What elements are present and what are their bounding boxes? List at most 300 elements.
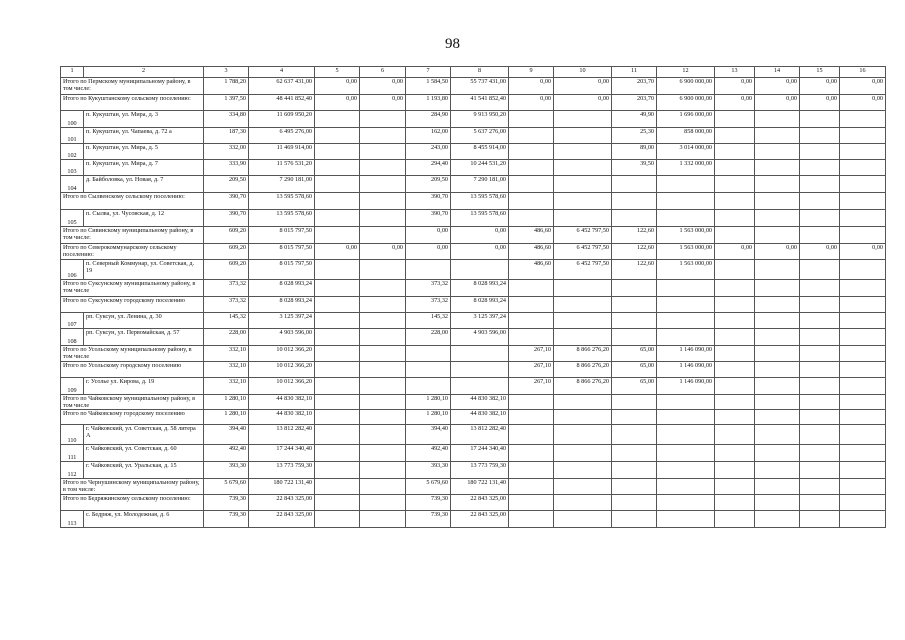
cell-col-12: [657, 280, 715, 297]
cell-col-8: 8 028 993,24: [451, 280, 509, 297]
cell-col-6: [360, 144, 406, 160]
item-row: [61, 128, 886, 144]
cell-col-12: 6 900 000,00: [657, 78, 715, 95]
cell-col-5: [315, 111, 360, 128]
item-row: [61, 144, 886, 160]
cell-col-5: [315, 313, 360, 329]
cell-col-12: [657, 210, 715, 227]
cell-col-13: [715, 280, 755, 297]
cell-col-6: [360, 176, 406, 193]
cell-col-10: 0,00: [554, 78, 612, 95]
cell-col-8: 13 773 759,30: [451, 462, 509, 479]
row-address: д. Байболовка, ул. Новая, д. 7: [84, 176, 204, 193]
cell-col-3: 5 679,60: [204, 479, 249, 495]
cell-col-10: 8 866 276,20: [554, 362, 612, 378]
item-row: [61, 425, 886, 445]
cell-col-15: 0,00: [800, 78, 840, 95]
cell-col-8: 44 830 382,10: [451, 395, 509, 410]
total-row: [61, 244, 886, 260]
cell-col-11: 65,00: [612, 362, 657, 378]
cell-col-15: [800, 511, 840, 528]
row-number: 108: [61, 329, 84, 346]
cell-col-9: [509, 144, 554, 160]
cell-col-9: [509, 111, 554, 128]
cell-col-6: [360, 297, 406, 313]
cell-col-4: 8 028 993,24: [249, 297, 315, 313]
cell-col-7: 739,30: [406, 495, 451, 511]
cell-col-4: 4 903 596,00: [249, 329, 315, 346]
item-row: [61, 313, 886, 329]
cell-col-9: [509, 511, 554, 528]
cell-col-6: [360, 495, 406, 511]
cell-col-4: 11 469 914,00: [249, 144, 315, 160]
cell-col-9: [509, 193, 554, 210]
cell-col-8: [451, 378, 509, 395]
column-number-3: 3: [204, 67, 249, 78]
cell-col-4: 13 595 578,60: [249, 210, 315, 227]
row-number: 102: [61, 144, 84, 160]
cell-col-10: [554, 111, 612, 128]
total-row: [61, 297, 886, 313]
cell-col-14: [755, 160, 800, 176]
cell-col-16: [840, 297, 886, 313]
cell-col-8: 8 028 993,24: [451, 297, 509, 313]
cell-col-12: [657, 511, 715, 528]
cell-col-12: 1 563 000,00: [657, 227, 715, 244]
row-name: Итого по Сивинскому муниципальному району, в том числе:: [61, 227, 204, 244]
cell-col-13: [715, 346, 755, 362]
cell-col-7: 1 280,10: [406, 410, 451, 425]
cell-col-6: [360, 445, 406, 462]
cell-col-4: 8 028 993,24: [249, 280, 315, 297]
cell-col-9: [509, 329, 554, 346]
column-number-12: 12: [657, 67, 715, 78]
cell-col-10: 8 866 276,20: [554, 378, 612, 395]
cell-col-6: [360, 128, 406, 144]
cell-col-9: [509, 313, 554, 329]
cell-col-14: [755, 144, 800, 160]
cell-col-7: 1 193,80: [406, 95, 451, 111]
cell-col-11: [612, 395, 657, 410]
total-row: [61, 346, 886, 362]
cell-col-6: [360, 479, 406, 495]
row-name: Итого по Усольскому городскому поселению: [61, 362, 204, 378]
cell-col-12: 3 014 000,00: [657, 144, 715, 160]
cell-col-15: [800, 425, 840, 445]
cell-col-14: [755, 410, 800, 425]
cell-col-13: [715, 160, 755, 176]
row-address: г. Чайковский, ул. Уральская, д. 15: [84, 462, 204, 479]
cell-col-4: 17 244 340,40: [249, 445, 315, 462]
column-number-2: 2: [84, 67, 204, 78]
data-table: [60, 66, 886, 528]
cell-col-8: 13 812 282,40: [451, 425, 509, 445]
cell-col-11: 203,70: [612, 95, 657, 111]
cell-col-13: 0,00: [715, 244, 755, 260]
cell-col-13: [715, 227, 755, 244]
cell-col-14: [755, 313, 800, 329]
cell-col-6: [360, 329, 406, 346]
cell-col-9: [509, 128, 554, 144]
cell-col-16: 0,00: [840, 78, 886, 95]
cell-col-5: [315, 210, 360, 227]
cell-col-11: 49,90: [612, 111, 657, 128]
row-name: Итого по Кукуштанскому сельскому поселению:: [61, 95, 204, 111]
cell-col-3: 333,90: [204, 160, 249, 176]
cell-col-4: 10 012 366,20: [249, 346, 315, 362]
cell-col-6: [360, 280, 406, 297]
cell-col-3: 739,30: [204, 511, 249, 528]
row-name: Итого по Бедряжинскому сельскому поселению:: [61, 495, 204, 511]
cell-col-9: [509, 176, 554, 193]
cell-col-16: [840, 313, 886, 329]
cell-col-16: [840, 425, 886, 445]
cell-col-12: [657, 425, 715, 445]
cell-col-14: 0,00: [755, 95, 800, 111]
cell-col-12: [657, 313, 715, 329]
row-address: рп. Суксун, ул. Ленина, д. 30: [84, 313, 204, 329]
cell-col-13: [715, 395, 755, 410]
cell-col-10: [554, 395, 612, 410]
cell-col-4: 11 609 950,20: [249, 111, 315, 128]
cell-col-9: 267,10: [509, 378, 554, 395]
cell-col-15: [800, 445, 840, 462]
cell-col-13: [715, 313, 755, 329]
row-number: 101: [61, 128, 84, 144]
cell-col-16: [840, 445, 886, 462]
cell-col-13: [715, 111, 755, 128]
cell-col-16: [840, 511, 886, 528]
cell-col-10: [554, 193, 612, 210]
cell-col-13: [715, 495, 755, 511]
cell-col-13: [715, 445, 755, 462]
cell-col-6: [360, 111, 406, 128]
column-number-1: 1: [61, 67, 84, 78]
cell-col-7: 243,00: [406, 144, 451, 160]
cell-col-15: 0,00: [800, 244, 840, 260]
row-name: Итого по Суксунскому городскому поселению: [61, 297, 204, 313]
cell-col-3: 393,30: [204, 462, 249, 479]
cell-col-15: [800, 260, 840, 280]
cell-col-5: [315, 144, 360, 160]
cell-col-14: [755, 346, 800, 362]
page-number: 98: [445, 36, 460, 52]
cell-col-7: 373,32: [406, 297, 451, 313]
cell-col-12: [657, 176, 715, 193]
cell-col-5: [315, 280, 360, 297]
cell-col-14: [755, 128, 800, 144]
cell-col-16: [840, 378, 886, 395]
cell-col-14: [755, 378, 800, 395]
cell-col-8: 44 830 382,10: [451, 410, 509, 425]
cell-col-3: 373,32: [204, 297, 249, 313]
cell-col-8: 0,00: [451, 244, 509, 260]
row-address: с. Бедряж, ул. Молодежная, д. 6: [84, 511, 204, 528]
cell-col-15: [800, 111, 840, 128]
row-address: п. Кукуштан, ул. Мира, д. 7: [84, 160, 204, 176]
cell-col-4: 44 830 382,10: [249, 395, 315, 410]
total-row: [61, 78, 886, 95]
cell-col-9: [509, 297, 554, 313]
cell-col-3: 609,20: [204, 260, 249, 280]
cell-col-16: [840, 260, 886, 280]
cell-col-11: 89,00: [612, 144, 657, 160]
cell-col-14: [755, 462, 800, 479]
cell-col-10: [554, 479, 612, 495]
cell-col-14: [755, 395, 800, 410]
cell-col-16: [840, 410, 886, 425]
cell-col-7: 1 280,10: [406, 395, 451, 410]
cell-col-12: [657, 462, 715, 479]
cell-col-14: [755, 193, 800, 210]
cell-col-16: [840, 227, 886, 244]
cell-col-15: 0,00: [800, 95, 840, 111]
cell-col-10: 6 452 797,50: [554, 244, 612, 260]
item-row: [61, 176, 886, 193]
cell-col-7: 373,32: [406, 280, 451, 297]
cell-col-3: 332,10: [204, 362, 249, 378]
cell-col-15: [800, 280, 840, 297]
cell-col-14: [755, 176, 800, 193]
column-number-7: 7: [406, 67, 451, 78]
cell-col-12: [657, 410, 715, 425]
cell-col-3: 373,32: [204, 280, 249, 297]
cell-col-5: [315, 479, 360, 495]
cell-col-5: [315, 462, 360, 479]
cell-col-3: 145,32: [204, 313, 249, 329]
cell-col-7: 390,70: [406, 193, 451, 210]
cell-col-8: 13 595 578,60: [451, 193, 509, 210]
cell-col-11: 203,70: [612, 78, 657, 95]
cell-col-7: 284,90: [406, 111, 451, 128]
row-address: п. Кукуштан, ул. Мира, д. 5: [84, 144, 204, 160]
cell-col-3: 187,30: [204, 128, 249, 144]
cell-col-14: [755, 297, 800, 313]
cell-col-15: [800, 176, 840, 193]
cell-col-9: [509, 462, 554, 479]
cell-col-12: 1 563 000,00: [657, 260, 715, 280]
cell-col-9: [509, 280, 554, 297]
cell-col-15: [800, 313, 840, 329]
item-row: [61, 160, 886, 176]
cell-col-11: [612, 410, 657, 425]
cell-col-13: [715, 297, 755, 313]
cell-col-12: 1 332 000,00: [657, 160, 715, 176]
cell-col-3: 492,40: [204, 445, 249, 462]
cell-col-3: 609,20: [204, 227, 249, 244]
item-row: [61, 511, 886, 528]
cell-col-4: 180 722 131,40: [249, 479, 315, 495]
cell-col-14: [755, 210, 800, 227]
cell-col-4: 11 576 531,20: [249, 160, 315, 176]
cell-col-11: [612, 210, 657, 227]
cell-col-15: [800, 346, 840, 362]
cell-col-14: 0,00: [755, 244, 800, 260]
cell-col-12: [657, 479, 715, 495]
cell-col-12: 1 146 090,00: [657, 362, 715, 378]
column-number-16: 16: [840, 67, 886, 78]
cell-col-9: 267,10: [509, 362, 554, 378]
cell-col-5: [315, 329, 360, 346]
cell-col-6: [360, 346, 406, 362]
cell-col-11: [612, 176, 657, 193]
cell-col-4: 8 015 797,50: [249, 227, 315, 244]
cell-col-5: [315, 395, 360, 410]
cell-col-14: [755, 479, 800, 495]
cell-col-9: 486,60: [509, 244, 554, 260]
row-number: 103: [61, 160, 84, 176]
cell-col-8: 3 125 397,24: [451, 313, 509, 329]
cell-col-4: 22 843 325,00: [249, 511, 315, 528]
item-row: [61, 462, 886, 479]
cell-col-11: [612, 193, 657, 210]
cell-col-5: 0,00: [315, 244, 360, 260]
cell-col-16: [840, 395, 886, 410]
cell-col-10: [554, 176, 612, 193]
cell-col-10: [554, 425, 612, 445]
cell-col-10: [554, 313, 612, 329]
cell-col-13: [715, 176, 755, 193]
cell-col-13: [715, 144, 755, 160]
cell-col-7: 145,32: [406, 313, 451, 329]
cell-col-9: [509, 479, 554, 495]
cell-col-10: [554, 297, 612, 313]
cell-col-5: 0,00: [315, 78, 360, 95]
cell-col-7: 5 679,60: [406, 479, 451, 495]
cell-col-13: [715, 378, 755, 395]
cell-col-12: 1 563 000,00: [657, 244, 715, 260]
cell-col-7: 162,00: [406, 128, 451, 144]
row-number: 105: [61, 210, 84, 227]
cell-col-11: 39,50: [612, 160, 657, 176]
cell-col-13: [715, 193, 755, 210]
cell-col-8: 17 244 340,40: [451, 445, 509, 462]
row-address: рп. Суксун, ул. Первомайская, д. 57: [84, 329, 204, 346]
cell-col-8: 5 637 276,00: [451, 128, 509, 144]
cell-col-4: 44 830 382,10: [249, 410, 315, 425]
cell-col-5: [315, 445, 360, 462]
cell-col-8: 13 595 578,60: [451, 210, 509, 227]
cell-col-6: [360, 425, 406, 445]
cell-col-9: [509, 395, 554, 410]
cell-col-15: [800, 462, 840, 479]
cell-col-16: [840, 128, 886, 144]
cell-col-9: 0,00: [509, 78, 554, 95]
cell-col-5: [315, 297, 360, 313]
cell-col-4: 7 290 181,00: [249, 176, 315, 193]
row-number: 109: [61, 378, 84, 395]
cell-col-3: 390,70: [204, 193, 249, 210]
cell-col-4: 48 441 852,40: [249, 95, 315, 111]
cell-col-16: [840, 210, 886, 227]
cell-col-10: [554, 329, 612, 346]
cell-col-10: 8 866 276,20: [554, 346, 612, 362]
cell-col-3: 332,10: [204, 378, 249, 395]
cell-col-11: 122,60: [612, 244, 657, 260]
cell-col-11: [612, 479, 657, 495]
cell-col-9: [509, 445, 554, 462]
cell-col-7: [406, 260, 451, 280]
cell-col-14: [755, 329, 800, 346]
cell-col-3: 334,80: [204, 111, 249, 128]
column-number-13: 13: [715, 67, 755, 78]
cell-col-12: [657, 395, 715, 410]
cell-col-6: [360, 160, 406, 176]
cell-col-15: [800, 329, 840, 346]
row-name: Итого по Сылвенскому сельскому поселению:: [61, 193, 204, 210]
cell-col-5: [315, 227, 360, 244]
cell-col-6: [360, 193, 406, 210]
cell-col-6: [360, 210, 406, 227]
cell-col-12: 1 696 000,00: [657, 111, 715, 128]
cell-col-16: [840, 280, 886, 297]
cell-col-11: [612, 445, 657, 462]
cell-col-4: 13 595 578,60: [249, 193, 315, 210]
cell-col-11: [612, 280, 657, 297]
cell-col-5: 0,00: [315, 95, 360, 111]
item-row: [61, 210, 886, 227]
cell-col-16: 0,00: [840, 95, 886, 111]
item-row: [61, 445, 886, 462]
total-row: [61, 227, 886, 244]
cell-col-3: 228,00: [204, 329, 249, 346]
total-row: [61, 280, 886, 297]
cell-col-3: 609,20: [204, 244, 249, 260]
cell-col-15: [800, 210, 840, 227]
cell-col-9: 486,60: [509, 260, 554, 280]
cell-col-13: [715, 511, 755, 528]
cell-col-10: 6 452 797,50: [554, 227, 612, 244]
row-number: 107: [61, 313, 84, 329]
cell-col-12: 1 146 090,00: [657, 346, 715, 362]
cell-col-10: [554, 160, 612, 176]
cell-col-15: [800, 160, 840, 176]
cell-col-9: [509, 410, 554, 425]
cell-col-7: 294,40: [406, 160, 451, 176]
cell-col-12: [657, 329, 715, 346]
row-name: Итого по Чернушинскому муниципальному району, в том числе:: [61, 479, 204, 495]
cell-col-7: [406, 362, 451, 378]
total-row: [61, 362, 886, 378]
cell-col-11: [612, 329, 657, 346]
cell-col-7: 739,30: [406, 511, 451, 528]
item-row: [61, 260, 886, 280]
cell-col-8: 22 843 325,00: [451, 511, 509, 528]
cell-col-8: 10 244 531,20: [451, 160, 509, 176]
row-address: п. Кукуштан, ул. Мира, д. 3: [84, 111, 204, 128]
cell-col-10: [554, 410, 612, 425]
cell-col-7: 390,70: [406, 210, 451, 227]
cell-col-13: 0,00: [715, 78, 755, 95]
cell-col-8: 0,00: [451, 227, 509, 244]
cell-col-16: [840, 111, 886, 128]
cell-col-7: 0,00: [406, 227, 451, 244]
row-number: 104: [61, 176, 84, 193]
cell-col-6: [360, 511, 406, 528]
cell-col-10: 6 452 797,50: [554, 260, 612, 280]
cell-col-5: [315, 378, 360, 395]
cell-col-7: 492,40: [406, 445, 451, 462]
item-row: [61, 111, 886, 128]
cell-col-12: [657, 445, 715, 462]
cell-col-15: [800, 378, 840, 395]
cell-col-10: [554, 280, 612, 297]
cell-col-10: 0,00: [554, 95, 612, 111]
cell-col-14: [755, 495, 800, 511]
cell-col-4: 13 812 282,40: [249, 425, 315, 445]
column-number-14: 14: [755, 67, 800, 78]
cell-col-13: [715, 260, 755, 280]
